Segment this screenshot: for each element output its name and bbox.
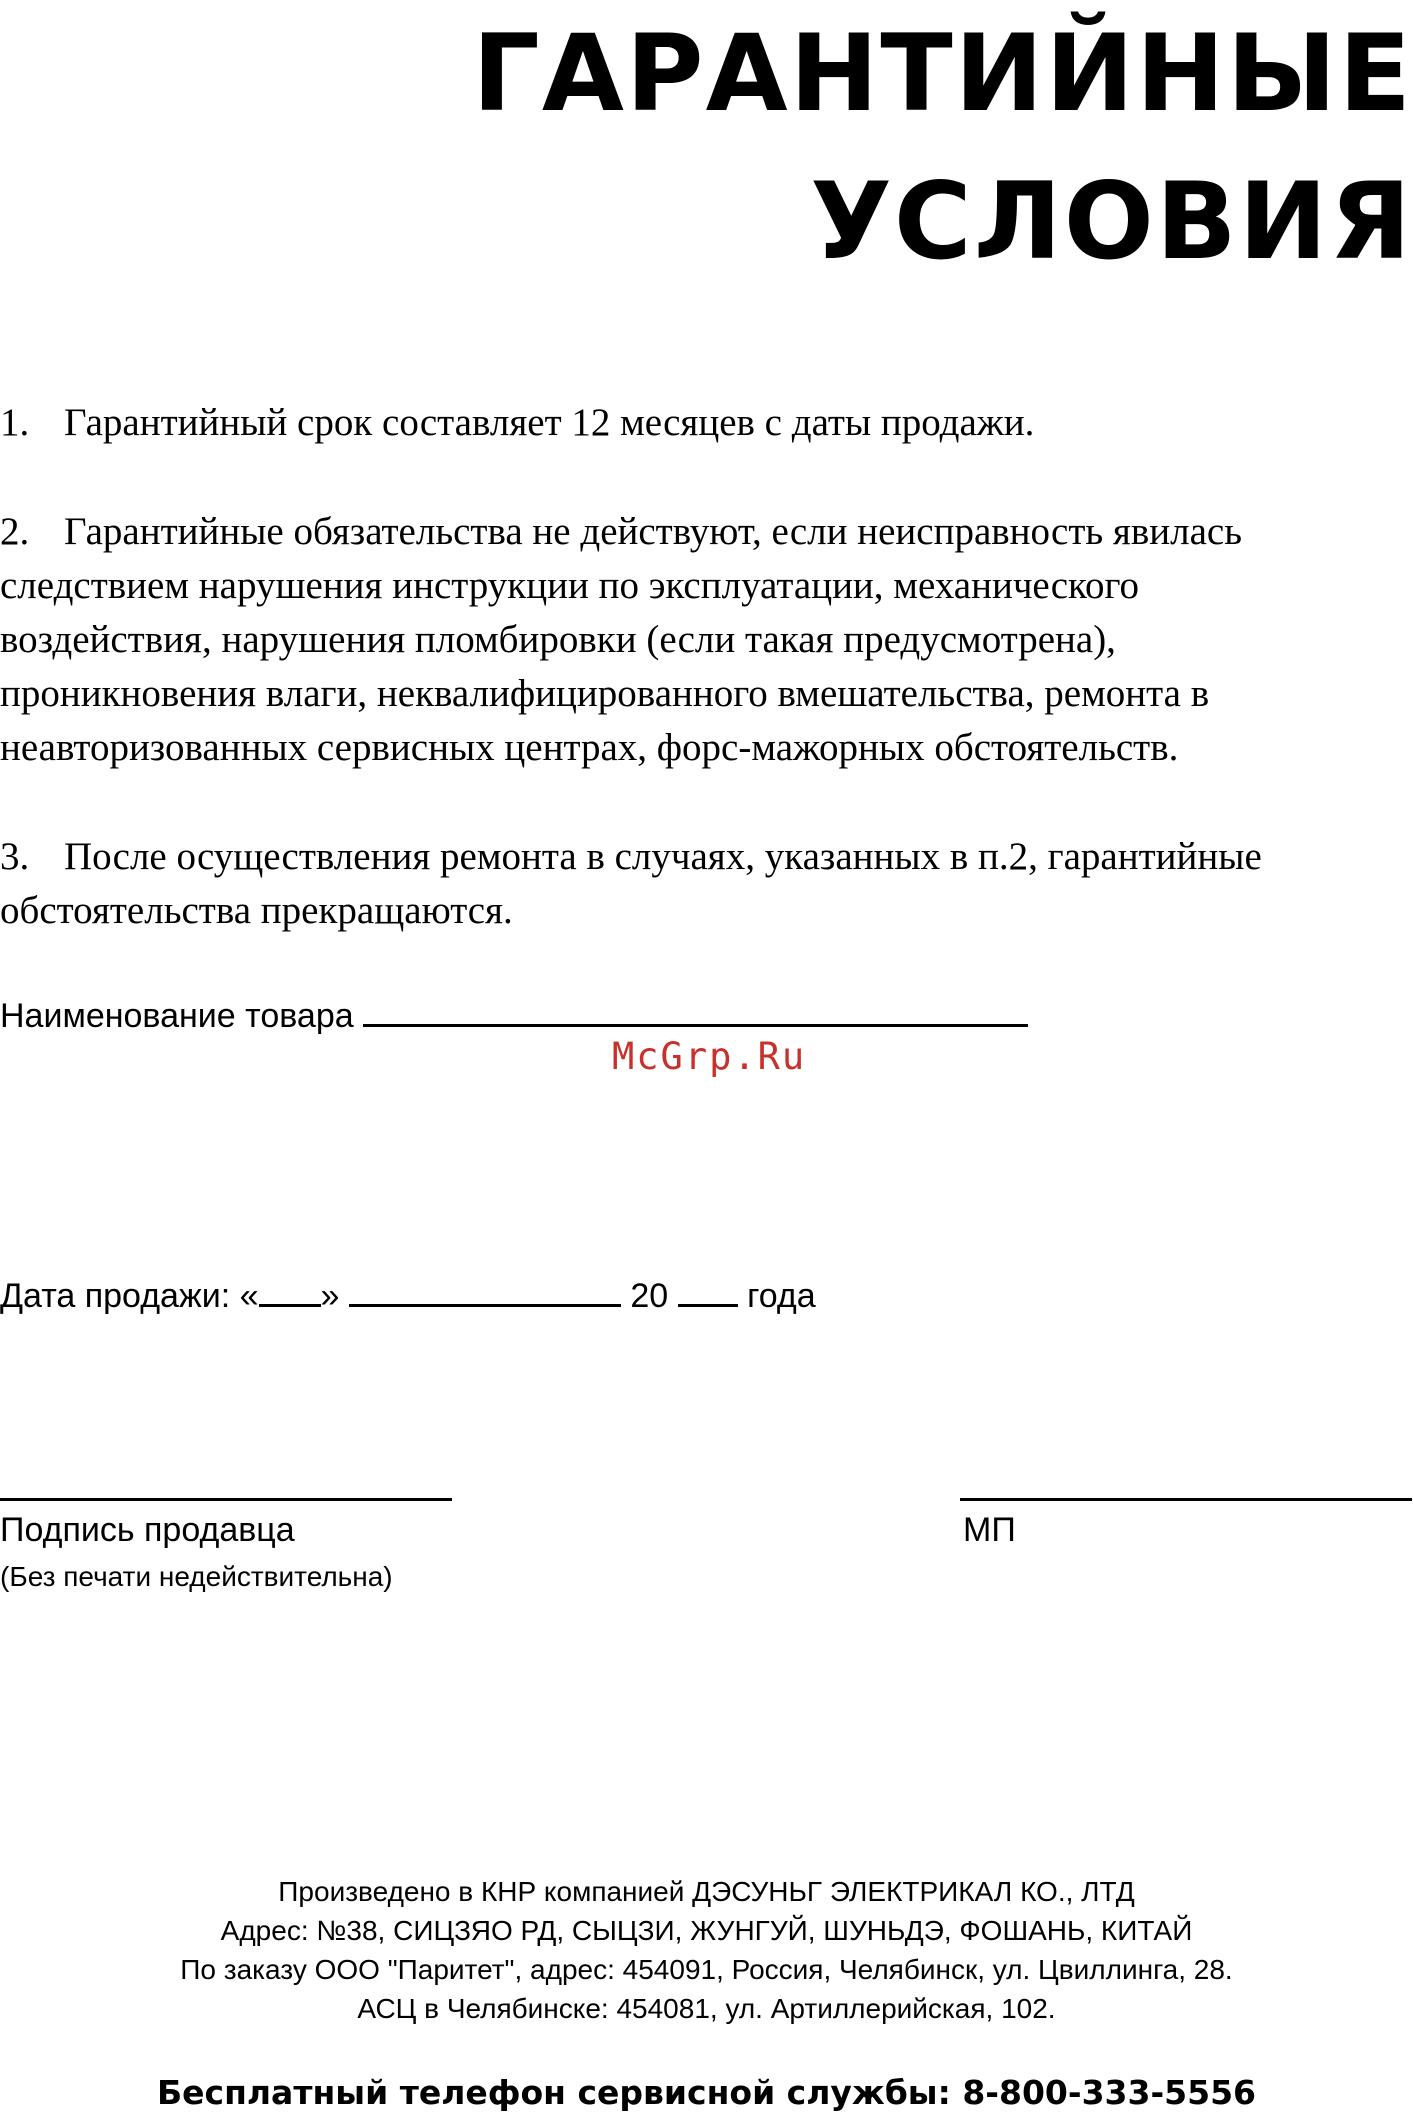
term-text-line: После осуществления ремонта в случаях, указанных в п.2, гарантийные: [64, 835, 1262, 878]
sale-date-row: [0, 1276, 816, 1316]
term-text-line: обстоятельства прекращаются.: [0, 889, 513, 932]
seller-signature-label: Подпись продавца: [0, 1511, 295, 1549]
warranty-term-2: [0, 505, 1400, 775]
title-line-2: УСЛОВИЯ: [810, 160, 1413, 283]
footer-line: Адрес: №38, СИЦЗЯО РД, СЫЦЗИ, ЖУНГУЙ, ШУНЬДЭ, ФОШАНЬ, КИТАЙ: [220, 1915, 1193, 1946]
seller-signature-line[interactable]: [0, 1498, 452, 1501]
stamp-line[interactable]: [960, 1498, 1412, 1501]
quote-open: «: [239, 1277, 259, 1315]
page-title: [472, 0, 1413, 296]
term-text-line: следствием нарушения инструкции по эксплуатации, механического: [0, 564, 1140, 607]
seal-note: (Без печати недействительна): [0, 1561, 393, 1592]
sale-date-label: Дата продажи:: [0, 1277, 231, 1315]
footer-line: Произведено в КНР компанией ДЭСУНЬГ ЭЛЕКТРИКАЛ КО., ЛТД: [278, 1876, 1135, 1907]
sale-year-field[interactable]: [678, 1276, 738, 1307]
warranty-term-3: [0, 830, 1400, 938]
term-text-line: неавторизованных сервисных центрах, форс-мажорных обстоятельств.: [0, 726, 1179, 769]
product-name-field[interactable]: [363, 996, 1028, 1027]
product-name-row: [0, 996, 1028, 1036]
term-number: 2.: [0, 510, 30, 553]
sale-month-field[interactable]: [349, 1276, 621, 1307]
sale-day-field[interactable]: [259, 1276, 321, 1307]
stamp-label: МП: [963, 1511, 1016, 1549]
quote-close: »: [320, 1277, 340, 1315]
footer-line: По заказу ООО "Паритет", адрес: 454091, Россия, Челябинск, ул. Цвиллинга, 28.: [180, 1954, 1233, 1985]
term-text-line: воздействия, нарушения пломбировки (если такая предусмотрена),: [0, 618, 1116, 661]
term-text-line: проникновения влаги, неквалифицированного вмешательства, ремонта в: [0, 672, 1210, 715]
service-hotline: Бесплатный телефон сервисной службы: 8-800-333-5556: [156, 2073, 1256, 2112]
warranty-term-1: [0, 396, 1400, 450]
term-text-line: Гарантийные обязательства не действуют, если неисправность явилась: [64, 510, 1242, 553]
term-text: Гарантийный срок составляет 12 месяцев с даты продажи.: [64, 401, 1035, 444]
manufacturer-info: [0, 1872, 1413, 2028]
product-name-label: Наименование товара: [0, 997, 354, 1035]
footer-line: АСЦ в Челябинске: 454081, ул. Артиллерийская, 102.: [357, 1993, 1056, 2024]
term-number: 3.: [0, 835, 30, 878]
term-number: 1.: [0, 401, 30, 444]
year-suffix: года: [747, 1277, 816, 1315]
title-line-1: ГАРАНТИЙНЫЕ: [472, 12, 1413, 135]
watermark: McGrp.Ru: [612, 1035, 807, 1078]
year-prefix: 20: [630, 1277, 669, 1315]
